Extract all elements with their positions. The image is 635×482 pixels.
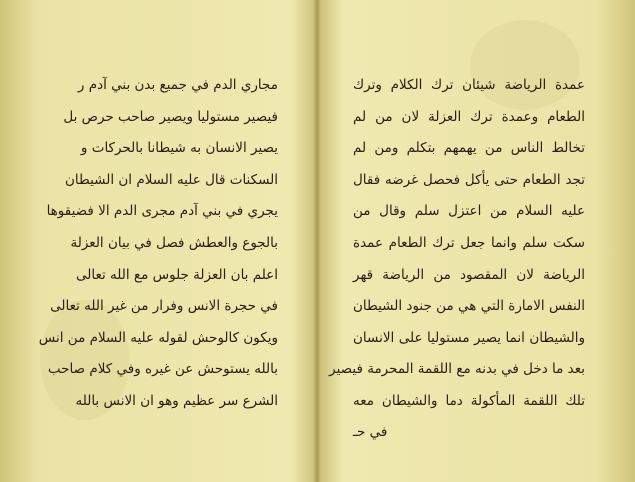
text-line: تجد الطعام حتى يأكل فحصل غرضه فقال	[353, 171, 585, 188]
text-line: تلك اللقمة المأكولة دما والشيطان معه	[353, 392, 585, 409]
left-page-text	[38, 70, 278, 418]
text-line: بالجوع والعطش فصل في بيان العزلة	[70, 234, 278, 251]
text-line: اعلم بان العزلة جلوس مع الله تعالى	[76, 266, 278, 283]
text-line: عليه السلام من اعتزل سلم وقال من	[353, 203, 585, 220]
text-line: يجري في بني آدم مجرى الدم الا فضيقوها	[46, 203, 278, 220]
text-line: بالله يستوحش عن غيره وفي كلام صاحب	[47, 361, 278, 378]
text-line: الطعام وعمدة ترك العزلة لان من لم	[353, 108, 585, 125]
text-line: سكت سلم وانما جعل ترك الطعام عمدة	[353, 234, 585, 251]
text-line: ويكون كالوحش لقوله عليه السلام من انس	[38, 329, 278, 346]
text-line: الرياضة لان المقصود من الرياضة قهر	[353, 266, 585, 283]
text-line: يصير الانسان به شيطانا بالحركات و	[80, 140, 278, 157]
text-line: والشيطان انما يصير مستوليا على الانسان	[353, 329, 585, 346]
text-line: عمدة الرياضة شيئان ترك الكلام وترك	[353, 77, 585, 93]
catchword: في حـ	[353, 424, 388, 440]
text-line: تخالط الناس من يهمهم بتكلم ومن لم	[353, 140, 585, 157]
text-line: فيصير مستوليا ويصير صاحب حرص بل	[63, 108, 278, 125]
text-line: السكنات قال عليه السلام ان الشيطان	[65, 171, 278, 188]
text-line: الشرع سر عظيم وهو ان الانس بالله	[75, 392, 278, 409]
text-line: مجاري الدم في جميع بدن بني آدم ر	[77, 77, 278, 93]
text-line: النفس الامارة التي هي من جنود الشيطان	[353, 298, 585, 315]
text-line: في حجرة الانس وفرار من غير الله تعالى	[50, 298, 278, 315]
right-page-text	[329, 70, 585, 418]
left-page	[0, 0, 316, 482]
right-page	[319, 0, 635, 482]
text-line: بعد ما دخل في بدنه مع اللقمة المحرمة فيصير	[329, 361, 585, 378]
